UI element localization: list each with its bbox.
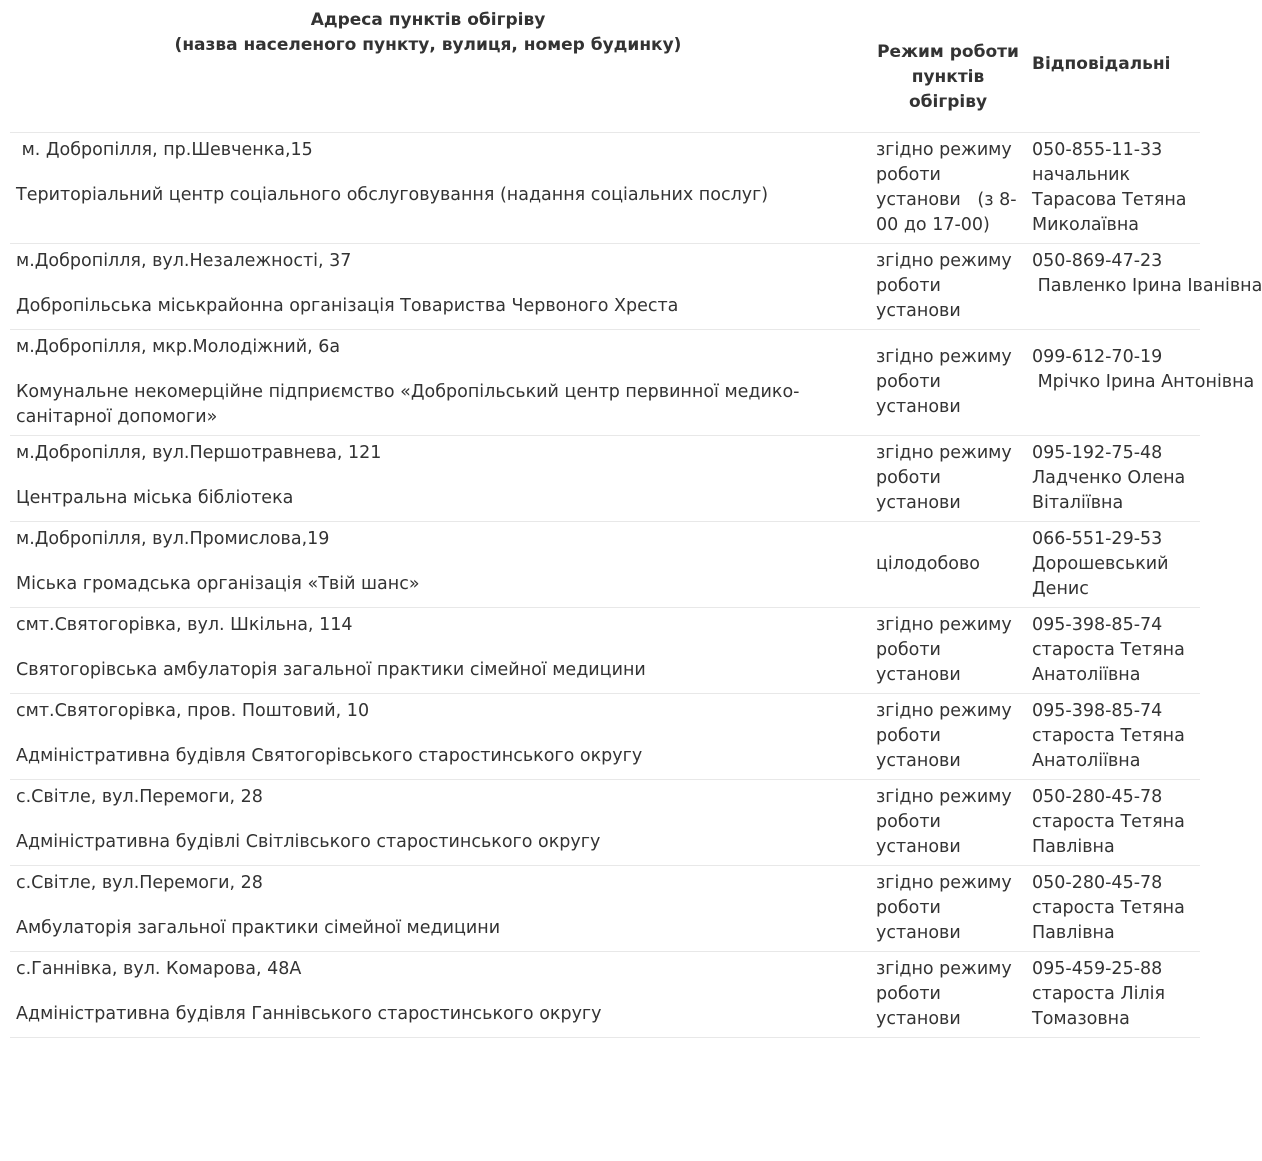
table-row [10,522,1200,608]
schedule-cell: згідно режиму роботи установи [870,866,1026,952]
responsible-cell [1026,780,1200,866]
responsible-text: староста Тетяна Анатоліївна [1032,640,1185,685]
schedule-cell: згідно режиму роботи установи [870,436,1026,522]
schedule-cell: згідно режиму роботи установи [870,244,1026,330]
address-text: с.Світле, вул.Перемоги, 28 [16,873,263,893]
responsible-column-header: Відповідальні [1026,0,1200,133]
responsible-cell [1026,952,1200,1038]
organization-text: Святогорівська амбулаторія загальної практики сімейної медицини [16,660,646,680]
address-text: м.Добропілля, вул.Незалежності, 37 [16,251,352,271]
address-cell [10,244,870,330]
schedule-cell: згідно режиму роботи установи [870,330,1026,436]
organization-text: Комунальне некомерційне підприємство «Добропільський центр первинної медико-санітарної допомоги» [16,382,800,427]
table-body [10,133,1262,1038]
responsible-cell [1026,608,1200,694]
heating-points-table [10,0,1262,1038]
organization-text: Амбулаторія загальної практики сімейної медицини [16,918,501,938]
organization-text: Міська громадська організація «Твій шанс» [16,574,420,594]
table-row [10,780,1200,866]
phone-text: 095-459-25-88 [1032,959,1163,979]
responsible-cell [1026,330,1255,436]
phone-text: 095-398-85-74 [1032,615,1163,635]
address-text: м.Добропілля, вул.Першотравнева, 121 [16,443,382,463]
address-header-title: Адреса пунктів обігріву [310,10,546,30]
address-text: с.Світле, вул.Перемоги, 28 [16,787,263,807]
table-row [10,133,1200,244]
address-cell [10,866,870,952]
table-row [10,436,1200,522]
table-row [10,952,1200,1038]
address-cell [10,330,870,436]
responsible-cell [1026,866,1200,952]
table-row [10,866,1200,952]
header-row [10,0,1200,133]
address-cell [10,694,870,780]
address-cell [10,522,870,608]
organization-text: Територіальний центр соціального обслуговування (надання соціальних послуг) [16,185,769,205]
table-row [10,330,1200,436]
organization-text: Адміністративна будівлі Світлівського старостинського округу [16,832,601,852]
address-cell [10,952,870,1038]
responsible-text: Мрічко Ірина Антонівна [1032,372,1255,392]
phone-text: 050-855-11-33 [1032,140,1163,160]
organization-text: Адміністративна будівля Святогорівського старостинського округу [16,746,643,766]
address-cell [10,608,870,694]
schedule-cell: цілодобово [870,522,1026,608]
schedule-cell: згідно режиму роботи установи [870,608,1026,694]
address-cell [10,133,870,244]
address-text: м.Добропілля, мкр.Молодіжний, 6а [16,337,341,357]
responsible-text: староста Лілія Томазовна [1032,984,1166,1029]
phone-text: 095-192-75-48 [1032,443,1163,463]
phone-text: 050-280-45-78 [1032,787,1163,807]
organization-text: Центральна міська бібліотека [16,488,294,508]
phone-text: 099-612-70-19 [1032,347,1163,367]
table-header [10,0,1200,133]
table-row [10,694,1200,780]
address-header-subtitle: (назва населеного пункту, вулиця, номер будинку) [174,35,682,55]
schedule-cell: згідно режиму роботи установи [870,952,1026,1038]
responsible-cell [1026,436,1200,522]
organization-text: Адміністративна будівля Ганнівського старостинського округу [16,1004,602,1024]
schedule-column-header: Режим роботи пунктів обігріву [870,0,1026,133]
address-cell [10,436,870,522]
responsible-cell [1026,244,1262,330]
address-text: смт.Святогорівка, пров. Поштовий, 10 [16,701,370,721]
phone-text: 050-869-47-23 [1032,251,1163,271]
responsible-text: Павленко Ірина Іванівна [1032,276,1262,296]
responsible-cell [1026,133,1200,244]
responsible-text: староста Тетяна Павлівна [1032,898,1185,943]
responsible-text: начальник Тарасова Тетяна Миколаївна [1032,165,1187,235]
responsible-text: Ладченко Олена Віталіївна [1032,468,1186,513]
table-row [10,608,1200,694]
address-text: с.Ганнівка, вул. Комарова, 48А [16,959,302,979]
responsible-text: староста Тетяна Павлівна [1032,812,1185,857]
table-row [10,244,1200,330]
address-text: м. Добропілля, пр.Шевченка,15 [16,140,313,160]
schedule-cell: згідно режиму роботи установи (з 8-00 до 17-00) [870,133,1026,244]
responsible-text: староста Тетяна Анатоліївна [1032,726,1185,771]
address-column-header [10,0,870,133]
address-text: смт.Святогорівка, вул. Шкільна, 114 [16,615,353,635]
phone-text: 095-398-85-74 [1032,701,1163,721]
schedule-cell: згідно режиму роботи установи [870,780,1026,866]
schedule-cell: згідно режиму роботи установи [870,694,1026,780]
responsible-text: Дорошевський Денис [1032,554,1169,599]
address-text: м.Добропілля, вул.Промислова,19 [16,529,330,549]
address-cell [10,780,870,866]
organization-text: Добропільська міськрайонна організація Товариства Червоного Хреста [16,296,679,316]
responsible-cell [1026,694,1200,780]
phone-text: 066-551-29-53 [1032,529,1163,549]
phone-text: 050-280-45-78 [1032,873,1163,893]
responsible-cell [1026,522,1200,608]
